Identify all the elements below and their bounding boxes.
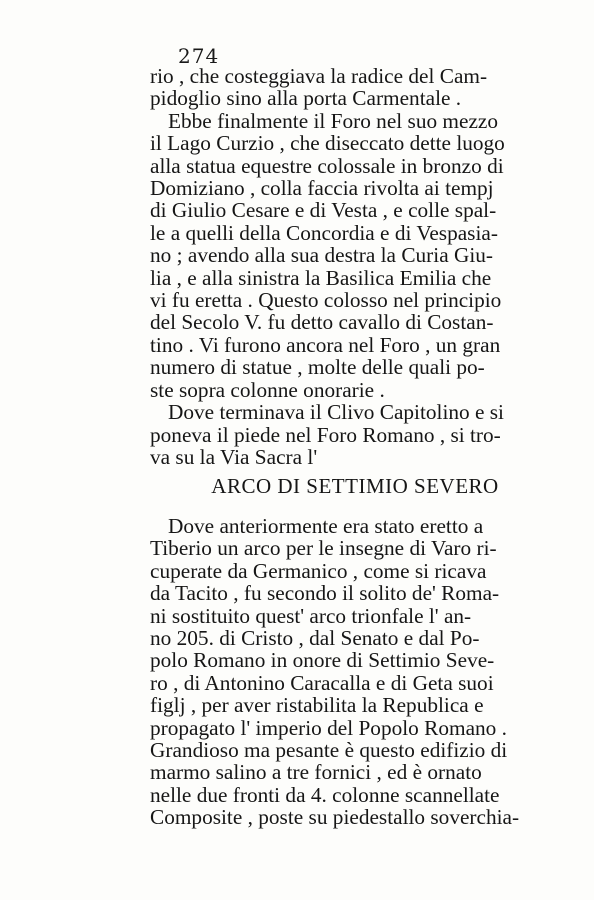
text-line: le a quelli della Concordia e di Vespasia- [150,220,498,245]
text-line: nelle due fronti da 4. colonne scannellate [150,782,500,807]
text-line: Grandioso ma pesante è questo edifizio di [150,738,508,763]
text-line: alla statua equestre colossale in bronzo di [150,153,504,178]
text-line: pidoglio sino alla porta Carmentale . [150,86,462,111]
text-line: tino . Vi furono ancora nel Foro , un gran [150,332,501,357]
text-line: Dove anteriormente era stato eretto a [168,514,484,538]
text-line: lia , e alla sinistra la Basilica Emilia che [150,265,492,290]
text-line: no ; avendo alla sua destra la Curia Giu- [150,243,494,268]
text-line: polo Romano in onore di Settimio Seve- [150,648,495,673]
text-line: Ebbe finalmente il Foro nel suo mezzo [168,108,499,133]
text-line: il Lago Curzio , che diseccato dette luogo [150,131,505,156]
text-line: rio , che costeggiava la radice del Cam- [150,64,488,88]
text-line: Composite , poste su piedestallo soverchia- [150,805,520,830]
text-line: propagato l' imperio del Popolo Romano . [150,715,507,740]
section-heading: ARCO DI SETTIMIO SEVERO [211,474,499,498]
text-line: Dove terminava il Clivo Capitolino e si [168,400,504,425]
text-section-forum [150,65,562,468]
text-line: va su la Via Sacra l' [150,444,318,469]
text-line: di Giulio Cesare e di Vesta , e colle spal- [150,198,497,223]
text-line: ste sopra colonne onorarie . [150,377,385,402]
text-line: poneva il piede nel Foro Romano , si tro- [150,422,501,447]
text-line: vi fu eretta . Questo colosso nel principio [150,288,502,313]
text-line: figlj , per aver ristabilita la Republica e [150,693,484,718]
text-line: numero di statue , molte delle quali po- [150,355,485,380]
text-line: del Secolo V. fu detto cavallo di Costan- [150,310,494,335]
text-line: Tiberio un arco per le insegne di Varo ri- [150,536,497,561]
text-line: ni sostituito quest' arco trionfale l' an- [150,603,472,628]
text-line: marmo salino a tre fornici , ed è ornato [150,760,482,785]
text-line: da Tacito , fu secondo il solito de' Roma- [150,581,500,606]
text-line: ro , di Antonino Caracalla e di Geta suoi [150,670,494,695]
text-section-arch [150,515,562,829]
text-line: Domiziano , colla faccia rivolta ai tempj [150,176,494,201]
text-line: cuperate da Germanico , come si ricava [150,558,487,583]
page-number: 274 [178,44,220,68]
text-line: no 205. di Cristo , dal Senato e dal Po- [150,626,480,651]
